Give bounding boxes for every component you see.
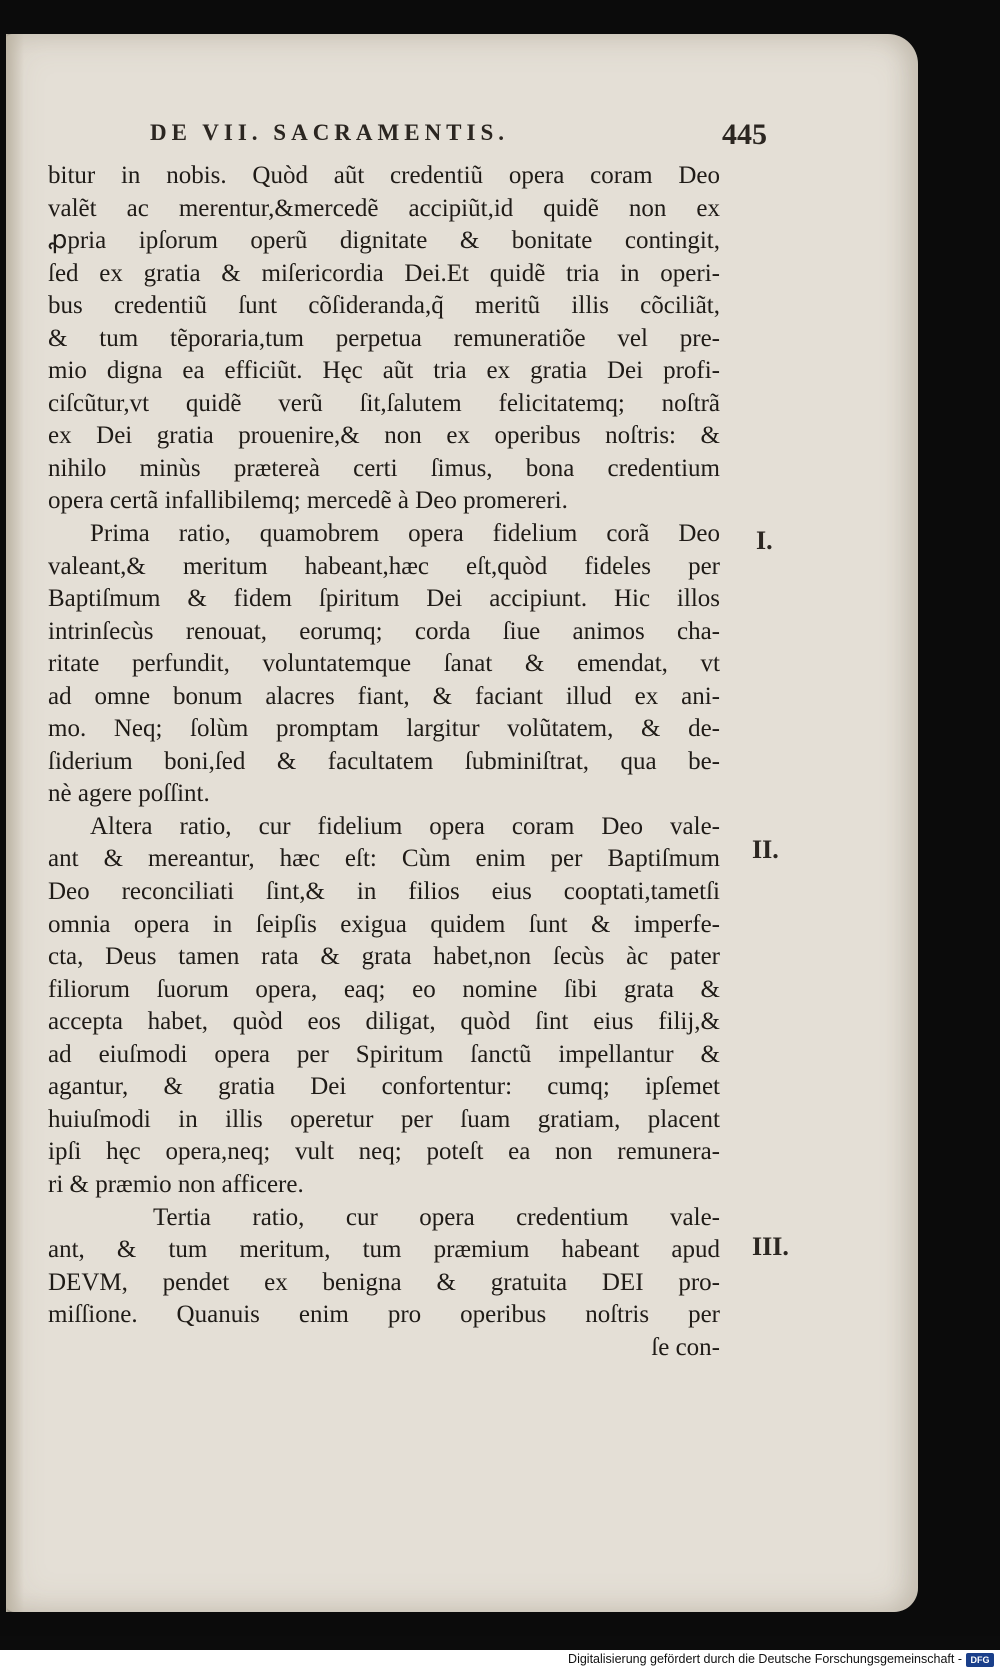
text-line: ſiderium boni,ſed & facultatem ſubminiſtrat, qua be-	[48, 747, 720, 775]
text-line: agantur, & gratia Dei confortentur: cumq; ipſemet	[48, 1073, 720, 1101]
text-line: mio digna ea efficiũt. Hęc aũt tria ex gratia Dei profi-	[48, 357, 720, 385]
body-text	[48, 160, 720, 1364]
text-line: ex Dei gratia prouenire,& non ex operibus noſtris: &	[48, 422, 720, 450]
text-line: nè agere poſſint.	[48, 780, 210, 808]
text-line: ant & mereantur, hæc eſt: Cùm enim per Baptiſmum	[48, 845, 720, 873]
dfg-logo: DFG	[966, 1653, 994, 1667]
text-line: valẽt ac merentur,&mercedẽ accipiũt,id quidẽ non ex	[48, 194, 720, 222]
page-binding-shadow	[6, 34, 24, 1612]
text-line: bitur in nobis. Quòd aũt credentiũ opera coram Deo	[48, 162, 720, 189]
catchword: ſe con-	[651, 1333, 720, 1361]
text-line: Altera ratio, cur fidelium opera coram Deo vale-	[90, 812, 720, 840]
text-line: filiorum ſuorum opera, eaq; eo nomine ſibi grata &	[48, 975, 720, 1003]
funding-credit: Digitalisierung gefördert durch die Deutsche Forschungsgemeinschaft -	[568, 1652, 962, 1666]
text-line: omnia opera in ſeipſis exigua quidem ſunt & imperfe-	[48, 910, 720, 938]
marginal-number: I.	[756, 526, 773, 555]
text-line: huiuſmodi in illis operetur per ſuam gratiam, placent	[48, 1105, 720, 1133]
marginal-number: III.	[752, 1232, 789, 1261]
text-line: miſſione. Quanuis enim pro operibus noſtris per	[48, 1301, 720, 1329]
text-line: & tum tẽporaria,tum perpetua remuneratiõe vel pre-	[48, 324, 720, 352]
text-line: bus credentiũ ſunt cõſideranda,q̃ meritũ illis cõciliãt,	[48, 292, 720, 320]
text-line: ad eiuſmodi opera per Spiritum ſanctũ impellantur &	[48, 1040, 720, 1068]
text-line: ad omne bonum alacres fiant, & faciant illud ex ani-	[48, 682, 720, 710]
page-number: 445	[722, 118, 767, 151]
text-line: ꝓpria ipſorum operũ dignitate & bonitate contingit,	[48, 227, 720, 255]
text-line: intrinſecùs renouat, eorumq; corda ſiue animos cha-	[48, 617, 720, 645]
text-line: accepta habet, quòd eos diligat, quòd ſint eius filij,&	[48, 1008, 720, 1036]
text-line: ritate perfundit, voluntatemque ſanat & emendat, vt	[48, 650, 720, 678]
text-line: Deo reconciliati ſint,& in filios eius cooptati,tametſi	[48, 878, 720, 906]
text-line: opera certã infallibilemq; mercedẽ à Deo promereri.	[48, 487, 568, 515]
running-head: DE VII. SACRAMENTIS.	[150, 120, 510, 145]
text-line: Tertia ratio, cur opera credentium vale-	[153, 1203, 720, 1231]
text-line: DEVM, pendet ex benigna & gratuita DEI pro-	[48, 1268, 720, 1296]
text-line: mo. Neq; ſolùm promptam largitur volũtatem, & de-	[48, 715, 720, 743]
text-line: cta, Deus tamen rata & grata habet,non ſecùs àc pater	[48, 943, 720, 971]
text-line: Baptiſmum & fidem ſpiritum Dei accipiunt. Hic illos	[48, 585, 720, 613]
text-line: ri & præmio non afficere.	[48, 1170, 304, 1198]
marginal-number: II.	[752, 835, 779, 864]
text-line: ant, & tum meritum, tum præmium habeant apud	[48, 1236, 720, 1264]
text-line: ſed ex gratia & miſericordia Dei.Et quidẽ tria in operi-	[48, 259, 720, 287]
text-line: nihilo minùs prætereà certi ſimus, bona credentium	[48, 454, 720, 482]
text-line: valeant,& meritum habeant,hæc eſt,quòd fideles per	[48, 552, 720, 580]
text-line: ipſi hęc opera,neq; vult neq; poteſt ea non remunera-	[48, 1138, 720, 1166]
text-line: ciſcũtur,vt quidẽ verũ ſit,ſalutem felicitatemq; noſtrã	[48, 389, 720, 417]
text-line: Prima ratio, quamobrem opera fidelium corã Deo	[90, 520, 720, 548]
